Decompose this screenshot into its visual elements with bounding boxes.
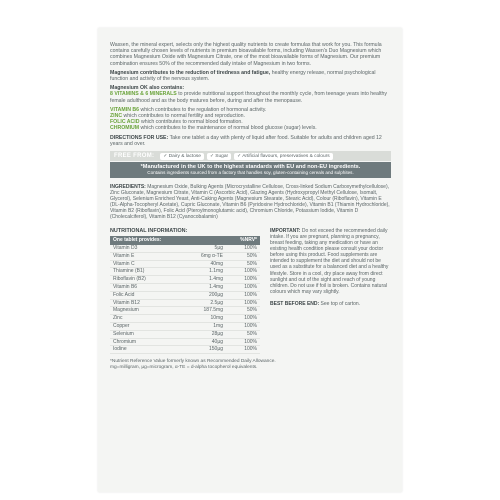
- nutrition-row: [110, 346, 260, 354]
- nutrient-amount: 150µg: [186, 346, 226, 354]
- nutrient-amount: 40µg: [186, 338, 226, 346]
- ingredients-text: Magnesium Oxide, Bulking Agents (Microcrystalline Cellulose, Cross-linked Sodium Carboxymethylcellulose), Zinc Gluconate, Magnesium Citrate, Vitamin C (Ascorbic Acid), Glazing Agents (Hydroxypropyl Methyl Cellulose, Isomalt, Glycerol), Selenium Enriched Yeast, Anti-Caking Agents (Magnesium Stearate, Stearic Acid), Colour (Riboflavin), Vitamin E (DL-Alpha-Tocopheryl Acetate), Cupric Gluconate, Vitamin B6 (Pyridoxine Hydrochloride), Vitamin B1 (Thiamin Hydrochloride), Vitamin B2 (Riboflavin), Folic Acid (Pteroylmonoglutamic acid), Chromium Chloride, Potassium Iodide, Vitamin D (Cholecalciferol), Vitamin B12 (Cyanocobalamin): [110, 183, 390, 220]
- important-label: IMPORTANT:: [270, 227, 301, 234]
- nutrient-amount: 10mg: [186, 315, 226, 323]
- ingredients: [110, 184, 391, 220]
- nutrient-name: Vitamin C: [110, 260, 186, 268]
- nutrient-name: Selenium: [110, 330, 186, 338]
- nutrient-amount: 187.5mg: [186, 307, 226, 315]
- nutrient-nrv: 100%: [226, 291, 260, 299]
- nutrient-name: Vitamin D3: [110, 245, 186, 252]
- nutrient-name: Vitamin B6: [110, 284, 186, 292]
- best-before: [270, 301, 390, 307]
- nutritional-information: [110, 227, 276, 371]
- important-text: Do not exceed the recommended daily intake. If you are pregnant, planning a pregnancy, breast feeding, taking any medication or have an existing health condition please consult your doctor before using this product. Food supplements are intended to supplement the diet and should not be used as a substitute for a balanced diet and a healthy lifestyle. Store in a cool, dry place away from direct sunlight and out of the sight and reach of young children. Do not use if foil is broken. Contains natural colours which may vary slightly.: [270, 227, 389, 295]
- claim-name: FOLIC ACID: [110, 119, 140, 126]
- nutrition-header-amount: [186, 236, 226, 245]
- nutrient-name: Chromium: [110, 338, 186, 346]
- nutrient-name: Vitamin E: [110, 252, 186, 260]
- nutrition-row: [110, 299, 260, 307]
- nutrition-table: [110, 236, 260, 354]
- claim-name: CHROMIUM: [110, 125, 140, 132]
- ingredients-label: INGREDIENTS:: [110, 183, 146, 190]
- nutrient-name: Vitamin B12: [110, 299, 186, 307]
- nutrition-row: [110, 284, 260, 292]
- also-contains-heading: Magnesium OK also contains:: [110, 85, 185, 92]
- nutrient-nrv: 100%: [226, 323, 260, 331]
- nutrient-nrv: 50%: [226, 260, 260, 268]
- intro-text: Wassen, the mineral expert, selects only the highest quality nutrients to create formulas that work for you. This formula contains carefully chosen levels of nutrients in premium bioavailable forms, including Wassen's Duo Magnesium which combines Magnesium Oxide with Magnesium Citrate, one of the most bioavailable forms of Magnesium. Our premium combination ensures 50% of the recommended daily intake of Magnesium in two forms.: [110, 42, 382, 67]
- vitamins-minerals-title: 8 VITAMINS & 6 MINERALS: [110, 91, 177, 98]
- claim-text: which contributes to normal blood formation.: [139, 119, 243, 126]
- nutrition-row: [110, 276, 260, 284]
- nutrient-nrv: 100%: [226, 299, 260, 307]
- nutrient-name: Copper: [110, 323, 186, 331]
- nutrition-title: NUTRITIONAL INFORMATION:: [110, 227, 188, 234]
- free-from-bar: [110, 151, 391, 161]
- free-from-dairy: ✓ Dairy & lactose: [160, 153, 204, 160]
- nutrition-row: [110, 307, 260, 315]
- nutrient-amount: 28µg: [186, 330, 226, 338]
- nutrient-nrv: 100%: [226, 284, 260, 292]
- directions-label: DIRECTIONS FOR USE:: [110, 134, 169, 141]
- claim-name: VITAMIN B6: [110, 106, 140, 113]
- best-before-label: BEST BEFORE END:: [270, 300, 320, 307]
- nutrient-name: Folic Acid: [110, 291, 186, 299]
- important-notice: [270, 228, 390, 371]
- magnesium-claim: [110, 70, 391, 82]
- nutrition-header-nrv: %NRV*: [226, 236, 260, 245]
- nutrient-nrv: 100%: [226, 315, 260, 323]
- nutrient-nrv: 100%: [226, 338, 260, 346]
- nutrition-row: [110, 245, 260, 252]
- nutrition-header-label: One tablet provides:: [110, 236, 186, 245]
- free-from-sugar: ✓ Sugar: [207, 153, 231, 160]
- nutrient-name: Thiamine (B1): [110, 268, 186, 276]
- nutrient-nrv: 100%: [226, 268, 260, 276]
- vitamins-minerals-text: to provide nutritional support throughout the monthly cycle, from teenage years into healthy female adulthood and as the body matures before, during and after the menopause.: [110, 91, 387, 104]
- nutrient-nrv: 50%: [226, 330, 260, 338]
- nutrient-amount: 40mg: [186, 260, 226, 268]
- nutrient-amount: 2.5µg: [186, 299, 226, 307]
- manufactured-main: *Manufactured in the UK to the highest standards with EU and non-EU ingredients.: [140, 164, 361, 171]
- best-before-text: See top of carton.: [319, 300, 361, 307]
- nutrition-row: [110, 252, 260, 260]
- nutrient-nrv: 100%: [226, 346, 260, 354]
- magnesium-claim-rest: healthy energy release, normal psychological function and activity of the nervous system.: [110, 69, 376, 83]
- nutrition-row: [110, 315, 260, 323]
- nutrient-name: Iodine: [110, 346, 186, 354]
- directions-text: Take one tablet a day with plenty of liquid after food. Suitable for adults and children aged 12 years and over.: [110, 134, 382, 147]
- nrv-footnote: *Nutrient Reference Value formerly known as Recommended Daily Allowance. mg=milligram, µg=microgram, α-TE = d-alpha tocopherol equivalents.: [110, 359, 276, 371]
- vitamins-minerals: [110, 91, 391, 103]
- nutrient-nrv: 100%: [226, 276, 260, 284]
- free-from-label: FREE FROM:: [114, 152, 155, 159]
- manufactured-sub: Contains ingredients sourced from a factory that handles soy, gluten-containing cereals and sulphites.: [147, 170, 354, 176]
- magnesium-claim-bold: Magnesium contributes to the reduction of tiredness and fatigue,: [110, 69, 271, 76]
- nutrient-nrv: 50%: [226, 307, 260, 315]
- nutrient-name: Magnesium: [110, 307, 186, 315]
- carton-back-panel: [98, 28, 402, 492]
- nutrition-row: [110, 338, 260, 346]
- claim-chromium: [110, 125, 391, 131]
- nutrition-row: [110, 268, 260, 276]
- nutrient-amount: 1mg: [186, 323, 226, 331]
- nutrition-row: [110, 260, 260, 268]
- claim-text: which contributes to the maintenance of normal blood glucose (sugar) levels.: [139, 125, 317, 132]
- free-from-artificial: ✓ Artificial flavours, preservatives & colours: [234, 153, 333, 160]
- nutrient-amount: 6mg α-TE: [186, 252, 226, 260]
- nutrition-row: [110, 291, 260, 299]
- nutrient-name: Riboflavin (B2): [110, 276, 186, 284]
- important-paragraph: [270, 228, 390, 295]
- claim-name: ZINC: [110, 113, 123, 120]
- nutrient-amount: 1.4mg: [186, 276, 226, 284]
- lower-section: [110, 228, 391, 371]
- manufactured-banner: [110, 162, 391, 178]
- nutrient-amount: 1.4mg: [186, 284, 226, 292]
- directions-for-use: [110, 135, 391, 147]
- nutrient-amount: 5µg: [186, 245, 226, 252]
- nutrient-nrv: 50%: [226, 252, 260, 260]
- label-content: [110, 42, 391, 371]
- claim-text: which contributes to normal fertility and reproduction.: [122, 113, 245, 120]
- nutrition-row: [110, 323, 260, 331]
- nutrition-header-row: [110, 236, 260, 245]
- nutrient-nrv: 100%: [226, 245, 260, 252]
- nutrient-name: Zinc: [110, 315, 186, 323]
- nutrient-amount: 200µg: [186, 291, 226, 299]
- nutrient-amount: 1.1mg: [186, 268, 226, 276]
- nutrition-row: [110, 330, 260, 338]
- claim-text: which contributes to the regulation of hormonal activity.: [139, 106, 267, 113]
